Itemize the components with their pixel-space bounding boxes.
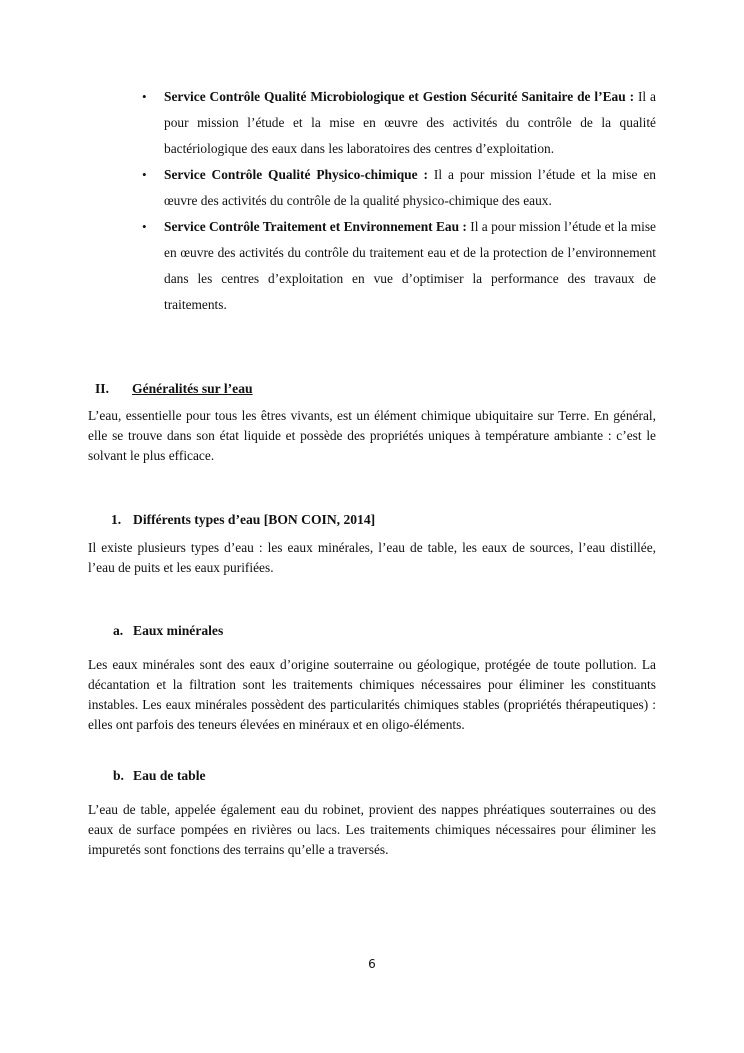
subsection-a-heading xyxy=(113,623,223,639)
list-item xyxy=(142,84,656,162)
bullet-icon: • xyxy=(142,167,147,182)
service-description: Il a pour mission l’étude et la mise en œuvre des activités du contrôle de la qualité bactériologique des eaux dans les laboratoires des centres d’exploitation. xyxy=(164,89,656,156)
subsection-number: 1. xyxy=(111,512,122,527)
subsection-title: Différents types d’eau [BON COIN, 2014] xyxy=(133,512,376,527)
section-heading xyxy=(88,381,253,397)
section-intro-paragraph: L’eau, essentielle pour tous les êtres vivants, est un élément chimique ubiquitaire sur Terre. En général, elle se trouve dans son état liquide et possède des propriétés uniques à température ambiante : c’est le solvant le plus efficace. xyxy=(88,408,656,463)
subsection-heading xyxy=(111,512,375,528)
subsection-a-paragraph: Les eaux minérales sont des eaux d’origine souterraine ou géologique, protégée de toute pollution. La décantation et la filtration sont les traitements chimiques nécessaires pour éliminer les constituants instables. Les eaux minérales possèdent des particularités chimiques stables (propriétés thérapeutiques) : elles ont parfois des teneurs élevées en minéraux et en oligo-éléments. xyxy=(88,657,656,732)
subsection-a-letter: a. xyxy=(113,623,124,638)
services-list xyxy=(142,84,656,318)
service-description: Il a pour mission l’étude et la mise en œuvre des activités du contrôle de la qualité physico-chimique des eaux. xyxy=(164,167,656,208)
service-description: Il a pour mission l’étude et la mise en œuvre des activités du contrôle du traitement eau et de la protection de l’environnement dans les centres d’exploitation en vue d’optimiser la performance des travaux de traitements. xyxy=(164,219,656,312)
subsection-b-letter: b. xyxy=(113,768,124,783)
list-item xyxy=(142,214,656,318)
service-title: Service Contrôle Traitement et Environnement Eau : xyxy=(164,219,467,234)
section-number: II. xyxy=(95,381,109,396)
subsection-a-title: Eaux minérales xyxy=(133,623,224,638)
bullet-icon: • xyxy=(142,219,147,234)
list-item xyxy=(142,162,656,214)
subsection-b-paragraph: L’eau de table, appelée également eau du robinet, provient des nappes phréatiques souterraines ou des eaux de surface pompées en rivières ou lacs. Les traitements chimiques nécessaires pour éliminer les impuretés sont fonctions des terrains qu’elle a traversés. xyxy=(88,802,656,857)
service-title: Service Contrôle Qualité Physico-chimique : xyxy=(164,167,428,182)
subsection-paragraph: Il existe plusieurs types d’eau : les eaux minérales, l’eau de table, les eaux de sources, l’eau distillée, l’eau de puits et les eaux purifiées. xyxy=(88,540,656,575)
section-title: Généralités sur l’eau xyxy=(132,381,253,396)
bullet-icon: • xyxy=(142,89,147,104)
subsection-b-title: Eau de table xyxy=(133,768,206,783)
service-title: Service Contrôle Qualité Microbiologique et Gestion Sécurité Sanitaire de l’Eau : xyxy=(164,89,635,104)
page-number: 6 xyxy=(368,957,376,971)
subsection-b-heading xyxy=(113,768,206,784)
